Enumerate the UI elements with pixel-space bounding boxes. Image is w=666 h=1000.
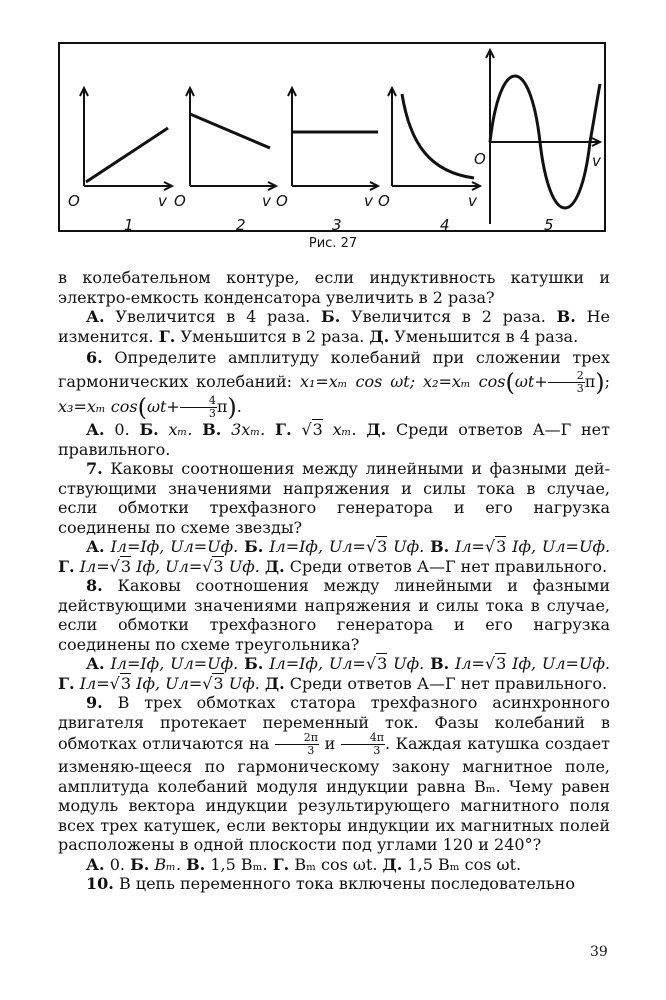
page-number: 39 xyxy=(590,944,608,960)
axis-4: v xyxy=(468,192,477,210)
question-10: 10. В цепь переменного тока включены последовательно xyxy=(86,874,575,893)
graph-3 xyxy=(288,88,378,190)
origin-3: O xyxy=(276,192,288,210)
q7-answers: А. Iл=Iф, Uл=Uф. Б. Iл=Iф, Uл=√3 Uф. В. Iл=√3 Iф, Uл=Uф. Г. Iл=√3 Iф, Uл=√3 Uф. Д. Среди ответов А—Г нет правильного. xyxy=(58,537,611,576)
question-9: 9. В трех обмотках статора трехфазного асинхронного двигателя протекает переменный ток. Фазы колебаний в обмотках отличаются на $\frac{2\pi}{3}$ и $\frac{4\pi}{3}$ . Каждая катушка создает изменяю-щееся по гармоническому закону магнитное поле, амплитуда колебаний модуля индукции равна Bₘ. Чему равен модуль вектора индукции результирующего магнитного поля всех трех катушек, если векторы индукции их магнитных полей расположены в одной плоскости под углами 120 и 240°? xyxy=(58,693,611,854)
origin-5: O xyxy=(474,150,486,168)
panel-number-5: 5 xyxy=(544,216,554,234)
q8-answers: А. Iл=Iф, Uл=Uф. Б. Iл=Iф, Uл=√3 Uф. В. Iл=√3 Iф, Uл=Uф. Г. Iл=√3 Iф, Uл=√3 Uф. Д. Среди ответов А—Г нет правильного. xyxy=(58,654,611,693)
graphs-svg xyxy=(60,44,608,234)
panel-number-1: 1 xyxy=(124,216,134,234)
panel-number-2: 2 xyxy=(236,216,246,234)
graph-1 xyxy=(80,88,172,190)
axis-5: v xyxy=(592,152,601,170)
figure-caption: Рис. 27 xyxy=(308,236,358,251)
q5-answers: А. Увеличится в 4 раза. Б. Увеличится в 2 раза. В. Не изменится. Г. Уменьшится в 2 раза. Д. Уменьшится в 4 раза. xyxy=(58,307,610,346)
question-8: 8. Каковы соотношения между линейными и фазными действующими значениями напряжения и силы тока в случае, если обмотки трехфазного генератора и его нагрузка соединены по схеме треугольника? xyxy=(58,576,610,654)
graph-4 xyxy=(388,88,480,190)
origin-4: O xyxy=(378,192,390,210)
q6-answers: А. 0. Б. xₘ. В. 3xₘ. Г. √3 xₘ. Д. Среди ответов А—Г нет правильного. xyxy=(58,420,610,459)
graph-5 xyxy=(486,50,600,224)
panel-number-4: 4 xyxy=(440,216,450,234)
panel-number-3: 3 xyxy=(332,216,342,234)
question-6: 6. Определите амплитуду колебаний при сложении трех гармонических колебаний: x₁=xₘ cos ωt; x₂=xₘ cos(ωt+ $\frac{2}{3}$ π); x₃=xₘ cos(ωt+ $\frac{4}{3}$ π). xyxy=(58,348,610,422)
axis-3: v xyxy=(364,192,373,210)
origin-2: O xyxy=(174,192,186,210)
origin-1: O xyxy=(68,192,80,210)
q9-answers: А. 0. Б. Bₘ. В. 1,5 Bₘ. Г. Bₘ cos ωt. Д. 1,5 Bₘ cos ωt. xyxy=(86,854,522,874)
page-body xyxy=(58,268,610,894)
graph-2 xyxy=(186,88,276,190)
q5-continuation: в колебательном контуре, если индуктивность катушки и электро-емкость конденсатора увеличить в 2 раза? xyxy=(58,268,610,307)
figure-27 xyxy=(58,42,606,232)
question-7: 7. Каковы соотношения между линейными и фазными дей-ствующими значениями напряжения и силы тока в случае, если обмотки трехфазного генератора и его нагрузка соединены по схеме звезды? xyxy=(58,459,610,537)
axis-1: v xyxy=(158,192,167,210)
axis-2: v xyxy=(262,192,271,210)
